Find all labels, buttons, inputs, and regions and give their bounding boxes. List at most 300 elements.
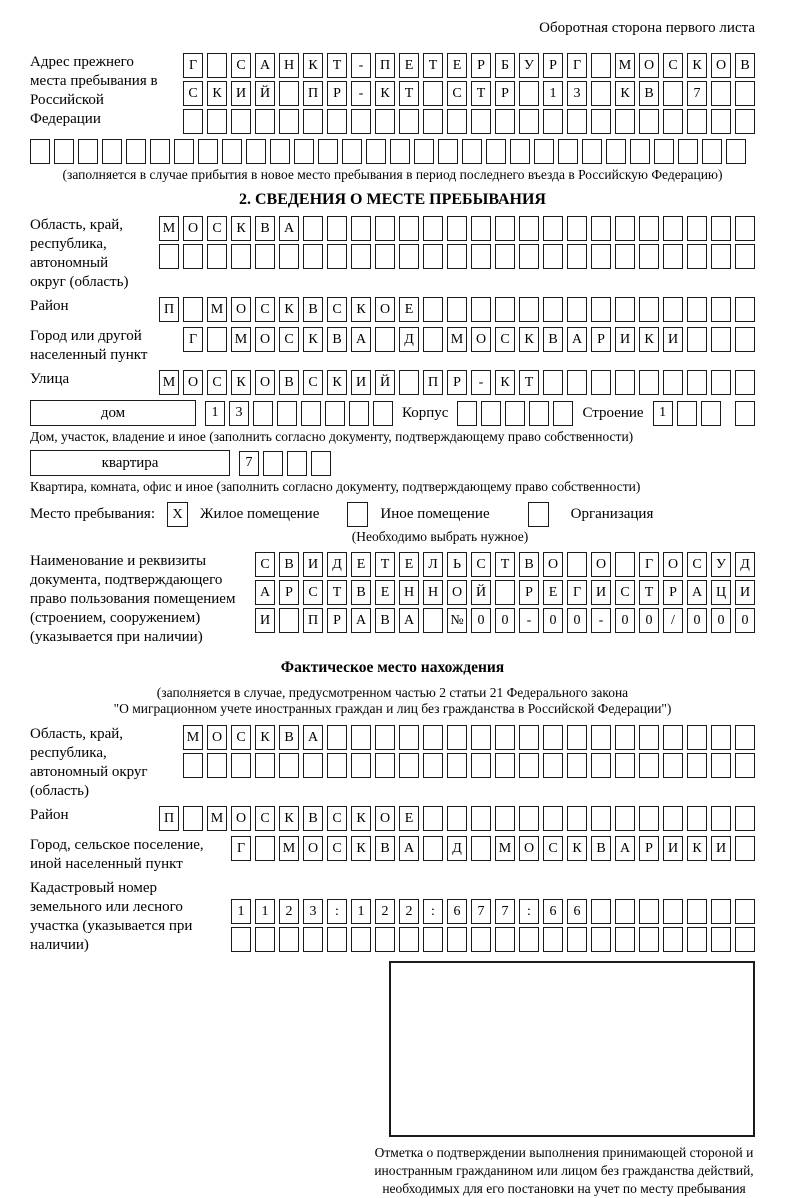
char-box[interactable]: И bbox=[735, 580, 755, 605]
char-box[interactable] bbox=[663, 244, 683, 269]
char-box[interactable]: 1 bbox=[255, 899, 275, 924]
char-box[interactable] bbox=[373, 401, 393, 426]
char-box[interactable]: И bbox=[351, 370, 371, 395]
char-box[interactable]: Р bbox=[495, 81, 515, 106]
char-box[interactable] bbox=[591, 927, 611, 952]
char-box[interactable] bbox=[543, 109, 563, 134]
char-box[interactable] bbox=[591, 53, 611, 78]
char-box[interactable]: 3 bbox=[229, 401, 249, 426]
char-box[interactable] bbox=[447, 927, 467, 952]
char-box[interactable]: К bbox=[351, 297, 371, 322]
char-box[interactable] bbox=[735, 327, 755, 352]
char-box[interactable] bbox=[654, 139, 674, 164]
char-box[interactable] bbox=[735, 370, 755, 395]
char-box[interactable] bbox=[423, 81, 443, 106]
char-box[interactable]: Й bbox=[255, 81, 275, 106]
char-box[interactable] bbox=[663, 297, 683, 322]
char-box[interactable]: А bbox=[615, 836, 635, 861]
char-box[interactable]: М bbox=[495, 836, 515, 861]
char-box[interactable]: 7 bbox=[239, 451, 259, 476]
char-box[interactable] bbox=[447, 753, 467, 778]
char-box[interactable]: Т bbox=[327, 53, 347, 78]
char-box[interactable] bbox=[558, 139, 578, 164]
char-box[interactable] bbox=[30, 139, 50, 164]
char-box[interactable] bbox=[447, 216, 467, 241]
char-box[interactable] bbox=[495, 725, 515, 750]
char-box[interactable]: А bbox=[351, 327, 371, 352]
char-box[interactable]: С bbox=[303, 580, 323, 605]
char-box[interactable]: К bbox=[303, 53, 323, 78]
char-box[interactable]: К bbox=[231, 216, 251, 241]
char-box[interactable]: О bbox=[591, 552, 611, 577]
char-box[interactable] bbox=[639, 927, 659, 952]
char-box[interactable]: М bbox=[279, 836, 299, 861]
char-box[interactable]: 7 bbox=[471, 899, 491, 924]
char-box[interactable] bbox=[735, 81, 755, 106]
char-box[interactable] bbox=[519, 806, 539, 831]
char-box[interactable] bbox=[255, 244, 275, 269]
char-box[interactable] bbox=[447, 725, 467, 750]
char-box[interactable] bbox=[687, 370, 707, 395]
char-box[interactable]: С bbox=[327, 297, 347, 322]
char-box[interactable]: 2 bbox=[375, 899, 395, 924]
char-box[interactable] bbox=[639, 216, 659, 241]
char-box[interactable]: С bbox=[207, 370, 227, 395]
char-box[interactable] bbox=[375, 244, 395, 269]
char-box[interactable] bbox=[423, 244, 443, 269]
char-box[interactable] bbox=[399, 109, 419, 134]
char-box[interactable]: И bbox=[303, 552, 323, 577]
char-box[interactable]: О bbox=[519, 836, 539, 861]
char-box[interactable] bbox=[687, 806, 707, 831]
char-box[interactable] bbox=[246, 139, 266, 164]
char-box[interactable]: : bbox=[423, 899, 443, 924]
char-box[interactable] bbox=[735, 899, 755, 924]
char-box[interactable] bbox=[447, 297, 467, 322]
char-box[interactable] bbox=[701, 401, 721, 426]
char-box[interactable] bbox=[591, 753, 611, 778]
char-box[interactable] bbox=[342, 139, 362, 164]
char-box[interactable] bbox=[543, 370, 563, 395]
char-box[interactable] bbox=[711, 899, 731, 924]
char-box[interactable] bbox=[303, 753, 323, 778]
char-box[interactable]: Д bbox=[399, 327, 419, 352]
char-box[interactable]: В bbox=[327, 327, 347, 352]
char-box[interactable] bbox=[207, 109, 227, 134]
char-box[interactable] bbox=[325, 401, 345, 426]
char-box[interactable]: П bbox=[303, 608, 323, 633]
char-box[interactable]: А bbox=[279, 216, 299, 241]
char-box[interactable] bbox=[279, 927, 299, 952]
char-box[interactable]: Ц bbox=[711, 580, 731, 605]
char-box[interactable] bbox=[447, 244, 467, 269]
char-box[interactable] bbox=[543, 216, 563, 241]
char-box[interactable]: А bbox=[687, 580, 707, 605]
char-box[interactable] bbox=[255, 109, 275, 134]
char-box[interactable]: К bbox=[687, 53, 707, 78]
char-box[interactable] bbox=[702, 139, 722, 164]
char-box[interactable] bbox=[529, 401, 549, 426]
char-box[interactable] bbox=[663, 927, 683, 952]
char-box[interactable]: И bbox=[591, 580, 611, 605]
char-box[interactable]: С bbox=[327, 836, 347, 861]
char-box[interactable] bbox=[663, 899, 683, 924]
char-box[interactable] bbox=[471, 836, 491, 861]
char-box[interactable]: - bbox=[471, 370, 491, 395]
char-box[interactable]: И bbox=[231, 81, 251, 106]
char-box[interactable] bbox=[606, 139, 626, 164]
char-box[interactable]: 0 bbox=[543, 608, 563, 633]
char-box[interactable]: - bbox=[351, 53, 371, 78]
char-box[interactable] bbox=[222, 139, 242, 164]
char-box[interactable]: П bbox=[159, 297, 179, 322]
char-box[interactable] bbox=[423, 753, 443, 778]
char-box[interactable] bbox=[207, 327, 227, 352]
char-box[interactable]: В bbox=[735, 53, 755, 78]
char-box[interactable] bbox=[735, 927, 755, 952]
char-box[interactable]: Р bbox=[327, 608, 347, 633]
char-box[interactable] bbox=[582, 139, 602, 164]
char-box[interactable]: 6 bbox=[567, 899, 587, 924]
char-box[interactable] bbox=[279, 608, 299, 633]
char-box[interactable] bbox=[735, 836, 755, 861]
char-box[interactable]: Е bbox=[399, 552, 419, 577]
char-box[interactable]: Е bbox=[399, 806, 419, 831]
char-box[interactable] bbox=[471, 753, 491, 778]
char-box[interactable] bbox=[678, 139, 698, 164]
char-box[interactable]: Т bbox=[519, 370, 539, 395]
char-box[interactable] bbox=[615, 806, 635, 831]
char-box[interactable] bbox=[390, 139, 410, 164]
char-box[interactable]: И bbox=[663, 327, 683, 352]
char-box[interactable] bbox=[591, 81, 611, 106]
char-box[interactable]: К bbox=[495, 370, 515, 395]
char-box[interactable] bbox=[327, 753, 347, 778]
char-box[interactable]: 1 bbox=[205, 401, 225, 426]
char-box[interactable]: : bbox=[519, 899, 539, 924]
char-box[interactable] bbox=[663, 806, 683, 831]
char-box[interactable]: 1 bbox=[543, 81, 563, 106]
char-box[interactable] bbox=[301, 401, 321, 426]
char-box[interactable] bbox=[279, 244, 299, 269]
char-box[interactable] bbox=[270, 139, 290, 164]
char-box[interactable]: М bbox=[615, 53, 635, 78]
char-box[interactable] bbox=[231, 244, 251, 269]
char-box[interactable]: 6 bbox=[543, 899, 563, 924]
char-box[interactable] bbox=[366, 139, 386, 164]
char-box[interactable] bbox=[351, 216, 371, 241]
char-box[interactable]: С bbox=[255, 806, 275, 831]
char-box[interactable]: 7 bbox=[495, 899, 515, 924]
char-box[interactable]: М bbox=[159, 216, 179, 241]
char-box[interactable] bbox=[207, 53, 227, 78]
char-box[interactable]: В bbox=[303, 806, 323, 831]
char-box[interactable] bbox=[726, 139, 746, 164]
char-box[interactable]: К bbox=[639, 327, 659, 352]
char-box[interactable]: К bbox=[303, 327, 323, 352]
char-box[interactable] bbox=[519, 753, 539, 778]
char-box[interactable] bbox=[198, 139, 218, 164]
char-box[interactable] bbox=[711, 81, 731, 106]
char-box[interactable]: В bbox=[279, 370, 299, 395]
char-box[interactable] bbox=[591, 370, 611, 395]
char-box[interactable] bbox=[591, 216, 611, 241]
char-box[interactable] bbox=[567, 370, 587, 395]
char-box[interactable] bbox=[423, 608, 443, 633]
char-box[interactable]: Р bbox=[591, 327, 611, 352]
char-box[interactable] bbox=[471, 216, 491, 241]
char-box[interactable] bbox=[471, 244, 491, 269]
char-box[interactable] bbox=[375, 753, 395, 778]
char-box[interactable]: В bbox=[279, 725, 299, 750]
char-box[interactable] bbox=[495, 927, 515, 952]
char-box[interactable]: В bbox=[375, 608, 395, 633]
char-box[interactable] bbox=[150, 139, 170, 164]
char-box[interactable]: О bbox=[231, 297, 251, 322]
char-box[interactable] bbox=[423, 327, 443, 352]
char-box[interactable]: К bbox=[615, 81, 635, 106]
char-box[interactable]: Е bbox=[447, 53, 467, 78]
checkbox-inoe[interactable] bbox=[347, 502, 368, 527]
char-box[interactable] bbox=[639, 297, 659, 322]
char-box[interactable] bbox=[375, 109, 395, 134]
char-box[interactable] bbox=[495, 806, 515, 831]
char-box[interactable]: И bbox=[663, 836, 683, 861]
char-box[interactable]: Т bbox=[423, 53, 443, 78]
char-box[interactable] bbox=[543, 927, 563, 952]
char-box[interactable] bbox=[615, 899, 635, 924]
char-box[interactable]: О bbox=[231, 806, 251, 831]
char-box[interactable] bbox=[481, 401, 501, 426]
char-box[interactable]: А bbox=[303, 725, 323, 750]
char-box[interactable] bbox=[687, 327, 707, 352]
char-box[interactable]: К bbox=[351, 836, 371, 861]
char-box[interactable] bbox=[375, 327, 395, 352]
char-box[interactable] bbox=[663, 370, 683, 395]
char-box[interactable]: 1 bbox=[351, 899, 371, 924]
char-box[interactable]: Т bbox=[495, 552, 515, 577]
char-box[interactable] bbox=[567, 927, 587, 952]
char-box[interactable] bbox=[735, 216, 755, 241]
char-box[interactable] bbox=[231, 753, 251, 778]
char-box[interactable]: М bbox=[447, 327, 467, 352]
char-box[interactable]: И bbox=[615, 327, 635, 352]
char-box[interactable]: О bbox=[303, 836, 323, 861]
char-box[interactable]: Р bbox=[663, 580, 683, 605]
char-box[interactable] bbox=[423, 836, 443, 861]
char-box[interactable] bbox=[471, 927, 491, 952]
char-box[interactable] bbox=[687, 216, 707, 241]
char-box[interactable]: И bbox=[255, 608, 275, 633]
char-box[interactable] bbox=[639, 370, 659, 395]
char-box[interactable]: О bbox=[447, 580, 467, 605]
char-box[interactable] bbox=[414, 139, 434, 164]
char-box[interactable] bbox=[735, 297, 755, 322]
char-box[interactable]: Е bbox=[543, 580, 563, 605]
char-box[interactable] bbox=[327, 216, 347, 241]
char-box[interactable] bbox=[255, 836, 275, 861]
char-box[interactable] bbox=[471, 297, 491, 322]
char-box[interactable]: О bbox=[375, 806, 395, 831]
char-box[interactable]: Р bbox=[471, 53, 491, 78]
char-box[interactable]: П bbox=[375, 53, 395, 78]
char-box[interactable]: № bbox=[447, 608, 467, 633]
char-box[interactable]: В bbox=[303, 297, 323, 322]
char-box[interactable]: П bbox=[159, 806, 179, 831]
char-box[interactable]: Т bbox=[639, 580, 659, 605]
char-box[interactable]: Л bbox=[423, 552, 443, 577]
char-box[interactable]: С bbox=[471, 552, 491, 577]
char-box[interactable]: Й bbox=[471, 580, 491, 605]
char-box[interactable] bbox=[615, 244, 635, 269]
char-box[interactable]: О bbox=[183, 370, 203, 395]
char-box[interactable] bbox=[567, 216, 587, 241]
char-box[interactable]: А bbox=[399, 836, 419, 861]
char-box[interactable] bbox=[126, 139, 146, 164]
char-box[interactable] bbox=[567, 244, 587, 269]
char-box[interactable] bbox=[711, 370, 731, 395]
char-box[interactable] bbox=[423, 927, 443, 952]
char-box[interactable] bbox=[351, 927, 371, 952]
char-box[interactable] bbox=[639, 109, 659, 134]
char-box[interactable] bbox=[399, 244, 419, 269]
char-box[interactable]: 1 bbox=[231, 899, 251, 924]
char-box[interactable]: К bbox=[519, 327, 539, 352]
char-box[interactable] bbox=[735, 753, 755, 778]
char-box[interactable] bbox=[462, 139, 482, 164]
char-box[interactable]: О bbox=[639, 53, 659, 78]
char-box[interactable]: О bbox=[183, 216, 203, 241]
char-box[interactable]: М bbox=[231, 327, 251, 352]
char-box[interactable] bbox=[277, 401, 297, 426]
char-box[interactable] bbox=[495, 580, 515, 605]
char-box[interactable]: С bbox=[279, 327, 299, 352]
char-box[interactable] bbox=[447, 109, 467, 134]
char-box[interactable] bbox=[615, 725, 635, 750]
char-box[interactable]: А bbox=[351, 608, 371, 633]
char-box[interactable] bbox=[253, 401, 273, 426]
char-box[interactable]: 0 bbox=[567, 608, 587, 633]
char-box[interactable]: О bbox=[711, 53, 731, 78]
char-box[interactable]: 7 bbox=[687, 81, 707, 106]
char-box[interactable] bbox=[711, 244, 731, 269]
char-box[interactable] bbox=[615, 753, 635, 778]
char-box[interactable]: 0 bbox=[639, 608, 659, 633]
char-box[interactable]: Д bbox=[735, 552, 755, 577]
char-box[interactable] bbox=[447, 806, 467, 831]
char-box[interactable]: Т bbox=[375, 552, 395, 577]
char-box[interactable] bbox=[639, 899, 659, 924]
char-box[interactable] bbox=[567, 297, 587, 322]
char-box[interactable]: В bbox=[591, 836, 611, 861]
checkbox-zhiloe[interactable]: X bbox=[167, 502, 188, 527]
char-box[interactable]: Р bbox=[519, 580, 539, 605]
char-box[interactable] bbox=[159, 244, 179, 269]
char-box[interactable]: М bbox=[159, 370, 179, 395]
char-box[interactable] bbox=[375, 725, 395, 750]
char-box[interactable] bbox=[663, 216, 683, 241]
char-box[interactable] bbox=[207, 244, 227, 269]
char-box[interactable]: А bbox=[567, 327, 587, 352]
char-box[interactable] bbox=[78, 139, 98, 164]
char-box[interactable]: С bbox=[255, 297, 275, 322]
char-box[interactable] bbox=[519, 725, 539, 750]
char-box[interactable] bbox=[174, 139, 194, 164]
char-box[interactable]: Е bbox=[399, 297, 419, 322]
char-box[interactable] bbox=[663, 109, 683, 134]
char-box[interactable]: С bbox=[231, 725, 251, 750]
char-box[interactable] bbox=[735, 244, 755, 269]
char-box[interactable]: К bbox=[279, 806, 299, 831]
char-box[interactable]: К bbox=[279, 297, 299, 322]
char-box[interactable]: С bbox=[687, 552, 707, 577]
char-box[interactable] bbox=[399, 216, 419, 241]
char-box[interactable] bbox=[183, 109, 203, 134]
char-box[interactable] bbox=[183, 753, 203, 778]
char-box[interactable] bbox=[711, 216, 731, 241]
char-box[interactable]: О bbox=[375, 297, 395, 322]
checkbox-organizatsiya[interactable] bbox=[528, 502, 549, 527]
char-box[interactable] bbox=[231, 109, 251, 134]
char-box[interactable]: Д bbox=[327, 552, 347, 577]
char-box[interactable]: Г bbox=[231, 836, 251, 861]
char-box[interactable]: У bbox=[519, 53, 539, 78]
char-box[interactable]: Ь bbox=[447, 552, 467, 577]
char-box[interactable] bbox=[495, 109, 515, 134]
char-box[interactable] bbox=[495, 244, 515, 269]
char-box[interactable]: Р bbox=[279, 580, 299, 605]
char-box[interactable]: Е bbox=[399, 53, 419, 78]
char-box[interactable] bbox=[543, 297, 563, 322]
char-box[interactable]: Е bbox=[351, 552, 371, 577]
char-box[interactable]: О bbox=[255, 327, 275, 352]
char-box[interactable] bbox=[351, 244, 371, 269]
char-box[interactable] bbox=[735, 725, 755, 750]
char-box[interactable]: 2 bbox=[399, 899, 419, 924]
char-box[interactable] bbox=[231, 927, 251, 952]
char-box[interactable]: В bbox=[255, 216, 275, 241]
char-box[interactable]: К bbox=[351, 806, 371, 831]
char-box[interactable]: М bbox=[207, 297, 227, 322]
char-box[interactable]: 0 bbox=[495, 608, 515, 633]
char-box[interactable] bbox=[471, 725, 491, 750]
char-box[interactable] bbox=[519, 927, 539, 952]
char-box[interactable] bbox=[510, 139, 530, 164]
char-box[interactable] bbox=[351, 725, 371, 750]
char-box[interactable] bbox=[471, 806, 491, 831]
char-box[interactable] bbox=[567, 725, 587, 750]
char-box[interactable]: 0 bbox=[687, 608, 707, 633]
char-box[interactable]: С bbox=[327, 806, 347, 831]
char-box[interactable] bbox=[287, 451, 307, 476]
char-box[interactable] bbox=[294, 139, 314, 164]
char-box[interactable] bbox=[711, 327, 731, 352]
char-box[interactable]: К bbox=[567, 836, 587, 861]
char-box[interactable] bbox=[519, 81, 539, 106]
char-box[interactable] bbox=[505, 401, 525, 426]
char-box[interactable]: К bbox=[375, 81, 395, 106]
char-box[interactable]: 0 bbox=[615, 608, 635, 633]
char-box[interactable]: Т bbox=[471, 81, 491, 106]
char-box[interactable]: Г bbox=[639, 552, 659, 577]
char-box[interactable] bbox=[534, 139, 554, 164]
char-box[interactable] bbox=[630, 139, 650, 164]
char-box[interactable]: / bbox=[663, 608, 683, 633]
char-box[interactable] bbox=[711, 109, 731, 134]
char-box[interactable] bbox=[183, 297, 203, 322]
char-box[interactable] bbox=[677, 401, 697, 426]
char-box[interactable] bbox=[423, 297, 443, 322]
